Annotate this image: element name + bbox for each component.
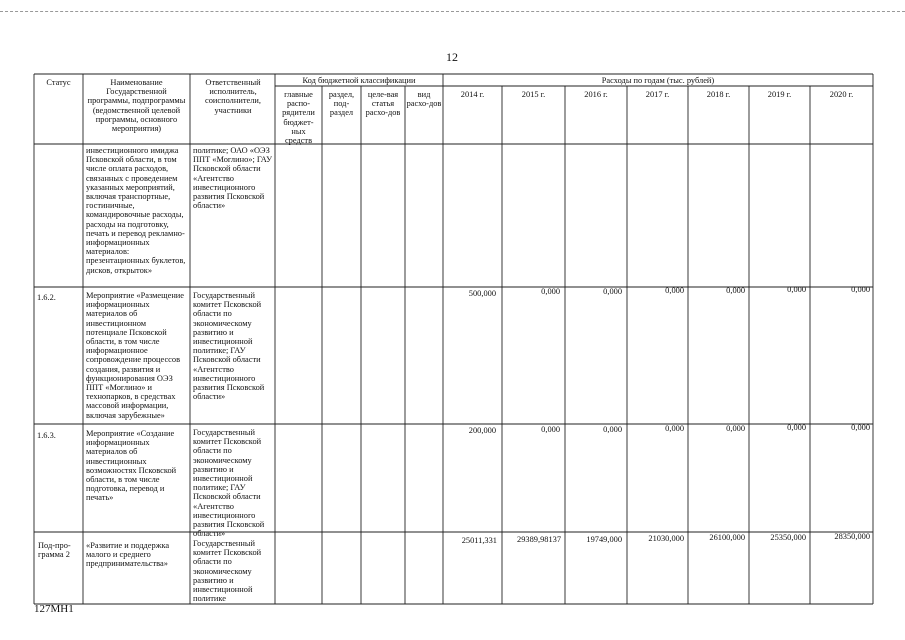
header-year-2015: 2015 г. [521,90,546,99]
header-year-2020: 2020 г. [829,90,854,99]
row-executor-1-6-2: Государственный комитет Псковской области по экономическому развитию и инвестиционной политике; ГАУ Псковской области «Агентство инвестиционного развития Псковской области» [193,291,265,402]
row-status-1-6-3: 1.6.3. [37,431,56,440]
header-year-2016: 2016 г. [584,90,608,99]
row-subprogram-2-2015: 29389,98137 [517,535,561,544]
row-1-6-3-2020: 0,000 [851,423,870,432]
row-subprogram-2-2014: 25011,331 [461,536,497,545]
row-1-6-3-2014: 200,000 [468,426,496,435]
row-status-1-6-2: 1.6.2. [37,293,56,302]
row-1-6-2-2014: 500,000 [468,289,496,298]
row-executor-1-6-3: Государственный комитет Псковской области по экономическому развитию и инвестиционной политике; ГАУ Псковской области «Агентство инвестиционного развития Псковской области» [193,428,265,539]
header-budget-col-gradm: главные распо-рядители бюджет-ных средств [282,90,315,146]
row-subprogram-2-2018: 26100,000 [709,533,745,542]
header-year-2019: 2019 г. [767,90,792,99]
header-budget-col-article: целе-вая статья расхо-дов [365,90,401,118]
row-name-continuation: инвестиционного имиджа Псковской области, в том числе оплата расходов, связанных с проведением указанных мероприятий, включая транспортные, гостиничные, командировочные расходы, расходы на подготовку, печать и перевод рекламно-информационных материалов: презентационных буклетов, дисков, открыток» [86,146,186,275]
row-name-subprogram-2: «Развитие и поддержка малого и среднего предпринимательства» [86,541,170,569]
page-number: 12 [446,50,458,64]
row-1-6-3-2016: 0,000 [603,425,622,434]
row-subprogram-2-2016: 19749,000 [586,535,622,544]
row-subprogram-2-2019: 25350,000 [770,533,806,542]
row-status-subprogram-2: Под-про-грамма 2 [38,541,71,560]
row-1-6-2-2016: 0,000 [603,287,622,296]
header-year-2014: 2014 г. [460,90,485,99]
row-1-6-2-2015: 0,000 [541,287,560,296]
row-subprogram-2-2017: 21030,000 [648,534,684,543]
row-executor-subprogram-2: Государственный комитет Псковской области по экономическому развитию и инвестиционной политике [193,539,262,604]
row-executor-continuation: политике; ОАО «ОЭЗ ППТ «Моглино»; ГАУ Псковской области «Агентство инвестиционного развития Псковской области» [193,146,273,211]
header-year-2017: 2017 г. [645,90,670,99]
header-year-2018: 2018 г. [706,90,731,99]
header-name: Наименование Государственной программы, подпрограммы (ведомственной целевой программы, основного мероприятия) [87,78,186,134]
header-budget-col-type: вид расхо-дов [406,90,442,109]
header-budget-code-group: Код бюджетной классификации [302,76,416,85]
row-name-1-6-2: Мероприятие «Размещение информационных материалов об инвестиционном потенциале Псковской области, в том числе информационное сопровождение процессов создания, развития и функционирования ОЭЗ ППТ «Моглино» и технопарков, в средствах массовой информации, включая зарубежные» [86,291,185,420]
footer-code: 127МН1 [34,603,74,615]
header-executor: Ответственный исполнитель, соисполнители, участники [205,78,261,115]
row-1-6-2-2020: 0,000 [851,285,870,294]
row-1-6-3-2018: 0,000 [726,424,745,433]
row-1-6-2-2018: 0,000 [726,286,745,295]
row-1-6-3-2015: 0,000 [541,425,560,434]
row-1-6-2-2019: 0,000 [787,285,806,294]
header-status: Статус [46,78,71,87]
header-budget-col-section: раздел, под-раздел [328,90,355,118]
header-expenses-group: Расходы по годам (тыс. рублей) [601,76,715,85]
row-name-1-6-3: Мероприятие «Создание информационных материалов об инвестиционных возможностях Псковской области, в том числе подготовка, перевод и печать» [86,429,177,503]
row-subprogram-2-2020: 28350,000 [834,532,870,541]
row-1-6-3-2019: 0,000 [787,423,806,432]
row-1-6-3-2017: 0,000 [665,424,684,433]
row-1-6-2-2017: 0,000 [665,286,684,295]
